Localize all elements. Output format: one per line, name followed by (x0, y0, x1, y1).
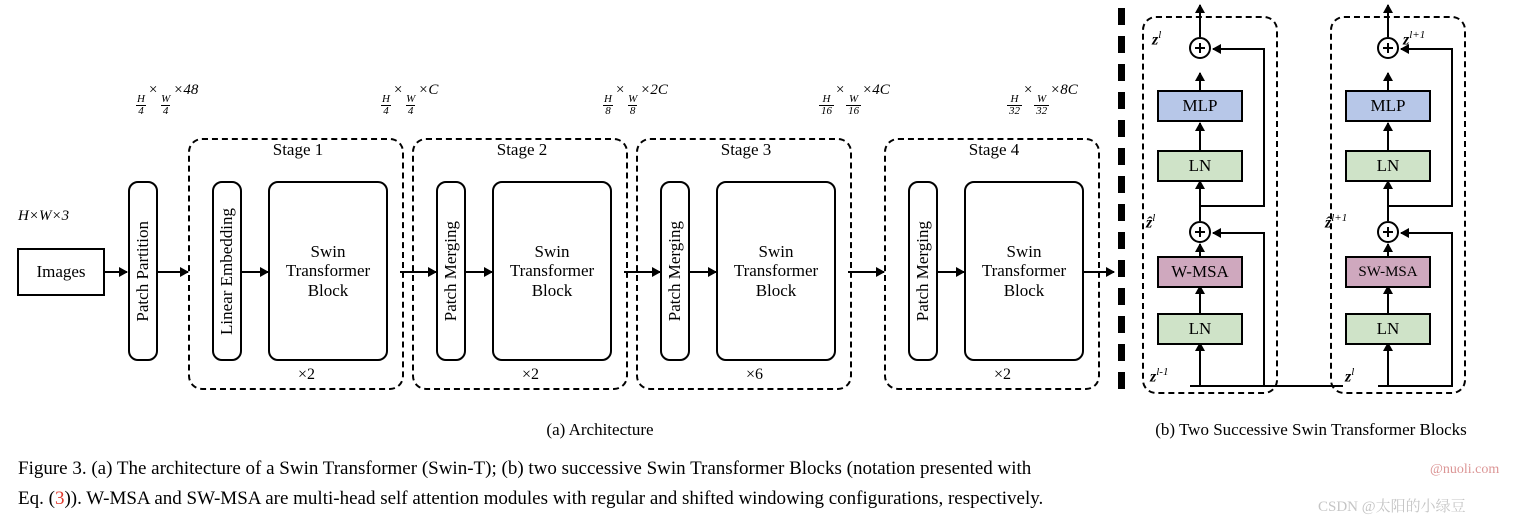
stage-4-title: Stage 4 (968, 140, 1020, 159)
right-arrow-ln1-to-swmsa (1387, 286, 1389, 313)
left-residual1-vertical (1263, 232, 1265, 385)
right-input-label: $z^l$ (1345, 366, 1355, 386)
stage-1-title: Stage 1 (272, 140, 324, 159)
input-dimension-label: H×W×3 (18, 208, 70, 224)
left-mid-label: ẑ$^l$ (1146, 212, 1156, 232)
swin-transformer-block-2: Swin Transformer Block (492, 181, 612, 361)
left-residual1-into-add (1213, 232, 1265, 234)
panel-separator (1118, 8, 1125, 400)
right-arrow-output (1387, 5, 1389, 37)
patch-partition-box: Patch Partition (128, 181, 158, 361)
arrow-patch-merging-to-block4 (938, 271, 964, 273)
right-residual2-horizontal (1387, 205, 1453, 207)
right-output-label: $z^{l+1}$ (1403, 29, 1426, 49)
left-arrow-input-to-ln1 (1199, 343, 1201, 385)
left-residual2-vertical (1263, 48, 1265, 205)
left-arrow-ln1-to-wmsa (1199, 286, 1201, 313)
left-residual2-horizontal (1199, 205, 1265, 207)
right-arrow-input-to-ln1 (1387, 343, 1389, 385)
dimension-label-5: $\frac{H}{32}$ × $\frac{W}{32}$ ×8C (1009, 82, 1078, 118)
stage-2-title: Stage 2 (496, 140, 548, 159)
left-mlp: MLP (1157, 90, 1243, 122)
left-input-line (1190, 385, 1265, 387)
arrow-patch-partition-to-stage1 (158, 271, 188, 273)
right-arrow-add1-to-ln2 (1387, 181, 1389, 221)
left-add-2 (1189, 37, 1211, 59)
watermark-secondary: @nuoli.com (1430, 462, 1500, 477)
right-arrow-swmsa-to-add1 (1387, 244, 1389, 256)
left-arrow-output (1199, 5, 1201, 37)
part-a-title: (a) Architecture (546, 420, 654, 439)
arrow-patch-merging-to-block2 (466, 271, 492, 273)
stage-3-title: Stage 3 (720, 140, 772, 159)
left-arrow-mlp-to-add2 (1199, 73, 1201, 90)
caption-line-1: Figure 3. (a) The architecture of a Swin Transformer (Swin-T); (b) two successive Swin Transformer Blocks (notation presented with (18, 458, 1032, 479)
arrow-linear-embedding-to-block1 (242, 271, 268, 273)
right-arrow-ln2-to-mlp (1387, 123, 1389, 150)
left-arrow-add1-to-ln2 (1199, 181, 1201, 221)
right-arrow-mlp-to-add2 (1387, 73, 1389, 90)
right-ln-2: LN (1345, 150, 1431, 182)
caption-equation-reference[interactable]: 3 (54, 488, 65, 509)
left-input-label: $z^{l-1}$ (1150, 366, 1169, 386)
images-box: Images (17, 248, 105, 296)
arrow-patch-merging-to-block3 (690, 271, 716, 273)
dimension-label-2: $\frac{H}{4}$ × $\frac{W}{4}$ ×C (382, 82, 439, 118)
linear-embedding-box: Linear Embedding (212, 181, 242, 361)
dimension-label-3: $\frac{H}{8}$ × $\frac{W}{8}$ ×2C (604, 82, 668, 118)
left-arrow-ln2-to-mlp (1199, 123, 1201, 150)
arrow-images-to-patch-partition (105, 271, 127, 273)
left-ln-1: LN (1157, 313, 1243, 345)
swin-transformer-block-3: Swin Transformer Block (716, 181, 836, 361)
dimension-label-4: $\frac{H}{16}$ × $\frac{W}{16}$ ×4C (821, 82, 890, 118)
left-ln-2: LN (1157, 150, 1243, 182)
left-residual2-into-add2 (1213, 48, 1265, 50)
stage-2-repeat: ×2 (522, 366, 540, 383)
right-residual2-vertical (1451, 48, 1453, 205)
left-output-label: $z^l$ (1152, 29, 1162, 49)
right-add-1 (1377, 221, 1399, 243)
left-add-1 (1189, 221, 1211, 243)
stage-1-repeat: ×2 (298, 366, 316, 383)
arrow-stage4-output (1084, 271, 1114, 273)
part-b-title: (b) Two Successive Swin Transformer Blocks (1155, 420, 1467, 439)
right-sw-msa: SW-MSA (1345, 256, 1431, 288)
patch-merging-box-2: Patch Merging (436, 181, 466, 361)
stage-4-repeat: ×2 (994, 366, 1012, 383)
watermark-main: CSDN @太阳的小绿豆 (1318, 499, 1466, 515)
patch-merging-box-3: Patch Merging (660, 181, 690, 361)
right-mid-label: ẑ$^{l+1}$ (1325, 212, 1348, 232)
left-arrow-wmsa-to-add1 (1199, 244, 1201, 256)
left-w-msa: W-MSA (1157, 256, 1243, 288)
swin-transformer-block-1: Swin Transformer Block (268, 181, 388, 361)
stage-3-repeat: ×6 (746, 366, 764, 383)
dimension-label-1: $\frac{H}{4}$ × $\frac{W}{4}$ ×48 (137, 82, 199, 118)
right-ln-1: LN (1345, 313, 1431, 345)
right-mlp: MLP (1345, 90, 1431, 122)
caption-line-2: Eq. (3)). W-MSA and SW-MSA are multi-head self attention modules with regular and shifted windowing configurations, respectively. (18, 488, 1044, 509)
arrow-stage3-to-stage4 (848, 271, 884, 273)
right-add-2 (1377, 37, 1399, 59)
right-residual1-vertical (1451, 232, 1453, 385)
right-input-line (1378, 385, 1453, 387)
right-residual1-into-add (1401, 232, 1453, 234)
patch-merging-box-4: Patch Merging (908, 181, 938, 361)
swin-transformer-block-4: Swin Transformer Block (964, 181, 1084, 361)
